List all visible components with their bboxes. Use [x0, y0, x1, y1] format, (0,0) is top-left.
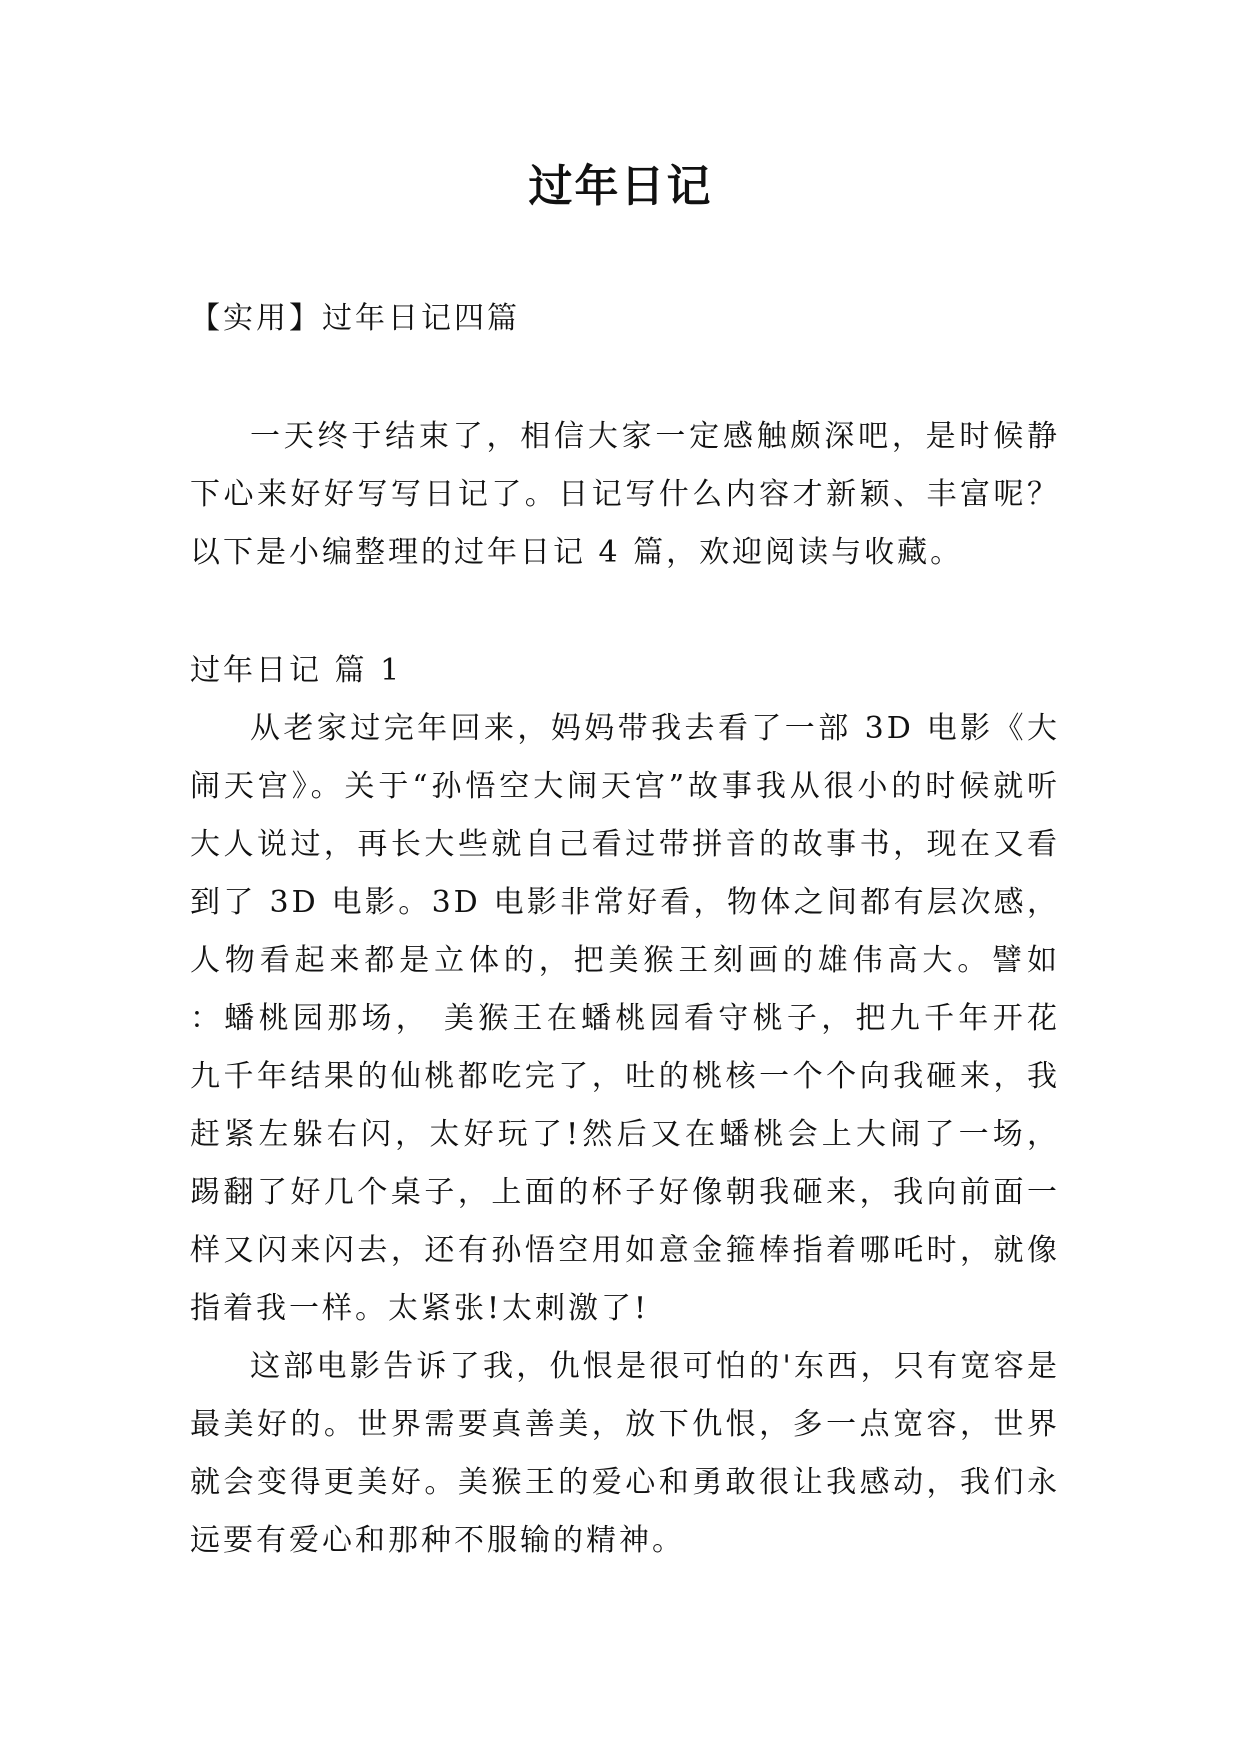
- document-title: 过年日记: [528, 161, 713, 212]
- document-subtitle: 【实用】过年日记四篇: [190, 301, 520, 336]
- document-body: [190, 290, 1060, 1570]
- body-paragraph: 从老家过完年回来，妈妈带我去看了一部 3D 电影《大闹天宫》。关于“孙悟空大闹天宫”故事我从很小的时候就听大人说过，再长大些就自己看过带拼音的故事书，现在又看到了 3D 电影。3D 电影非常好看，物体之间都有层次感，人物看起来都是立体的，把美猴王刻画的雄伟高大。譬如 ：蟠桃园那场， 美猴王在蟠桃园看守桃子，把九千年开花九千年结果的仙桃都吃完了，吐的桃核一个个向我砸来，我赶紧左躲右闪，太好玩了!然后又在蟠桃会上大闹了一场，踢翻了好几个桌子，上面的杯子好像朝我砸来，我向前面一样又闪来闪去，还有孙悟空用如意金箍棒指着哪吒时，就像指着我一样。太紧张!太刺激了!: [190, 711, 1060, 1326]
- section-heading: 过年日记 篇 1: [190, 653, 403, 688]
- body-paragraph: 这部电影告诉了我，仇恨是很可怕的'东西，只有宽容是最美好的。世界需要真善美，放下仇恨，多一点宽容，世界就会变得更美好。美猴王的爱心和勇敢很让我感动，我们永远要有爱心和那种不服输的精神。: [190, 1349, 1060, 1558]
- intro-paragraph: 一天终于结束了，相信大家一定感触颇深吧，是时候静下心来好好写写日记了。日记写什么内容才新颖、丰富呢？以下是小编整理的过年日记 4 篇，欢迎阅读与收藏。: [190, 419, 1060, 570]
